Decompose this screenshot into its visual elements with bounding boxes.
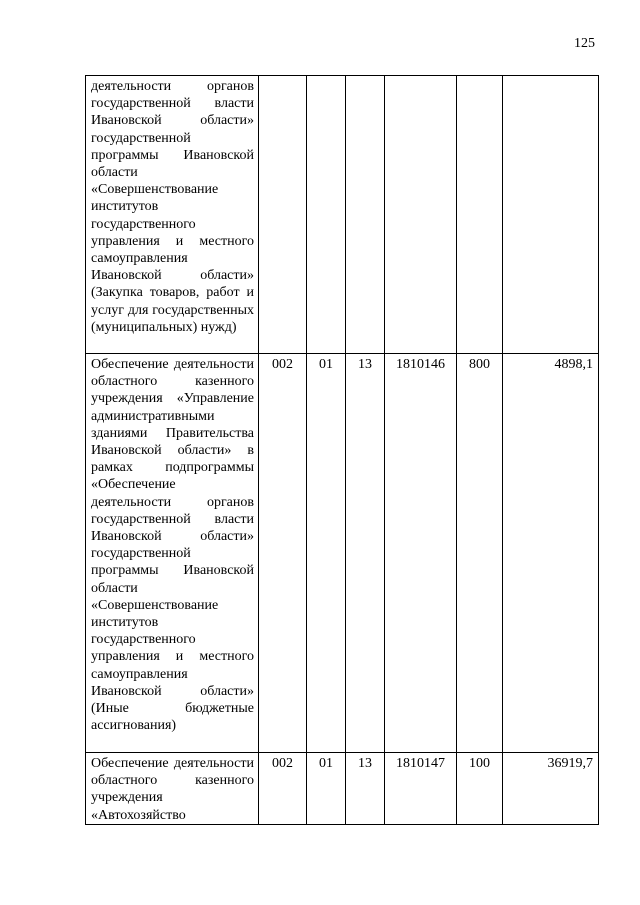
section-code-cell: 01	[307, 753, 346, 825]
subsection-code-cell: 13	[346, 354, 385, 753]
target-article-cell: 1810147	[385, 753, 457, 825]
table-row	[86, 354, 599, 753]
amount-cell: 36919,7	[503, 753, 599, 825]
row-description: деятельности органов государственной власти Ивановской области» государственной программы Ивановской области «Совершенствование институтов государственного управления и местного самоуправления Ивановской области» (Закупка товаров, работ и услуг для государственных (муниципальных) нужд)	[86, 76, 259, 354]
row-description: Обеспечение деятельности областного казенного учреждения «Управление административными зданиями Правительства Ивановской области» в рамках подпрограммы «Обеспечение деятельности органов государственной власти Ивановской области» государственной программы Ивановской области «Совершенствование институтов государственного управления и местного самоуправления Ивановской области» (Иные бюджетные ассигнования)	[86, 354, 259, 753]
section-code-cell: 01	[307, 354, 346, 753]
expense-type-cell	[457, 76, 503, 354]
budget-table	[85, 75, 599, 825]
section-code-cell	[307, 76, 346, 354]
row-description: Обеспечение деятельности областного казенного учреждения «Автохозяйство	[86, 753, 259, 825]
expense-type-cell: 800	[457, 354, 503, 753]
page-number: 125	[574, 36, 595, 51]
subsection-code-cell	[346, 76, 385, 354]
target-article-cell	[385, 76, 457, 354]
target-article-cell: 1810146	[385, 354, 457, 753]
ministry-code-cell: 002	[259, 354, 307, 753]
table-row	[86, 76, 599, 354]
ministry-code-cell	[259, 76, 307, 354]
subsection-code-cell: 13	[346, 753, 385, 825]
table-row	[86, 753, 599, 825]
amount-cell: 4898,1	[503, 354, 599, 753]
expense-type-cell: 100	[457, 753, 503, 825]
ministry-code-cell: 002	[259, 753, 307, 825]
amount-cell	[503, 76, 599, 354]
